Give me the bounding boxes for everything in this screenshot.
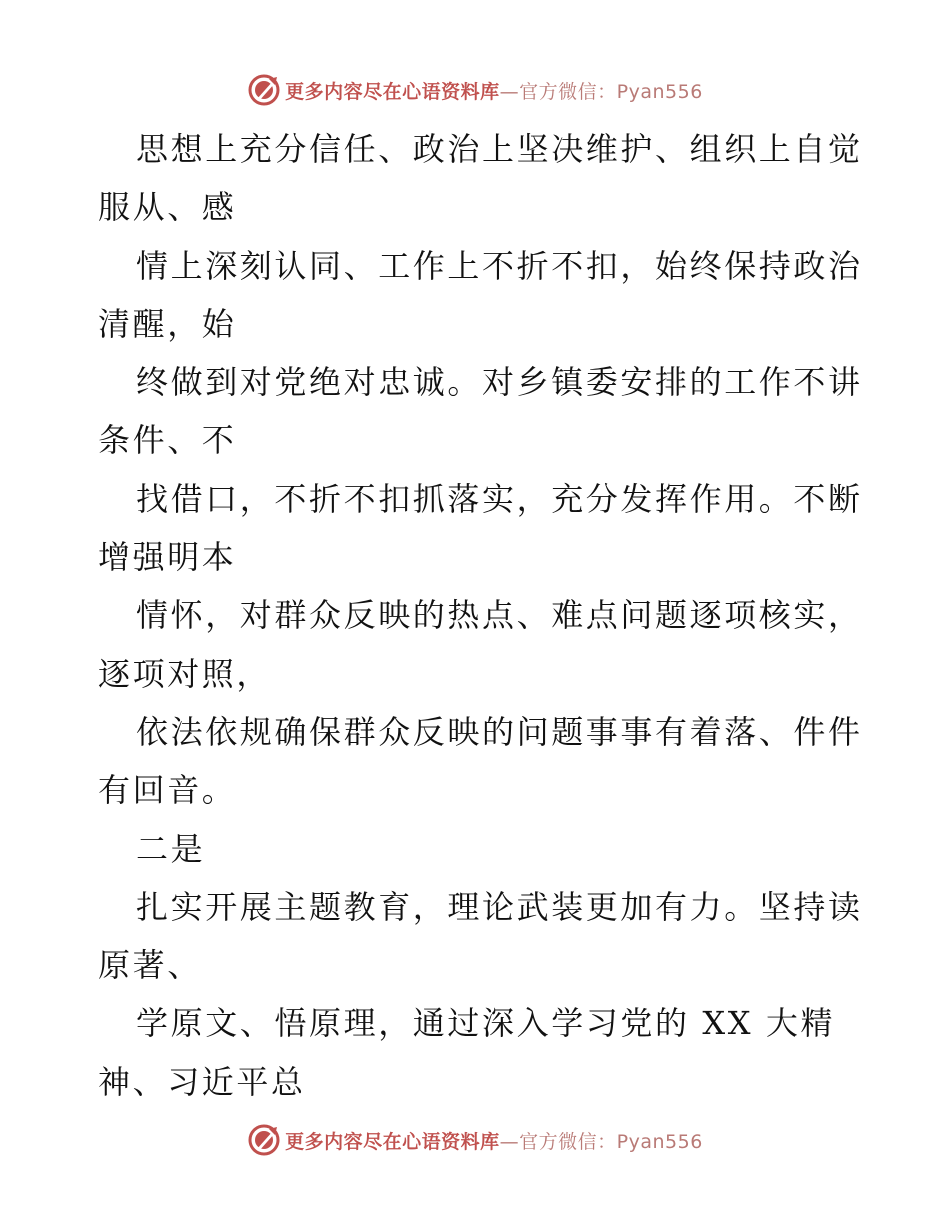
watermark-dash: — <box>499 1130 520 1153</box>
paragraph-line: 神、习近平总 <box>98 1062 306 1101</box>
paragraph-line: 情上深刻认同、工作上不折不扣，始终保持政治 <box>136 246 863 285</box>
watermark-main: 更多内容尽在心语资料库 <box>285 1130 500 1153</box>
watermark-dash: — <box>499 80 520 103</box>
document-body <box>98 120 863 1111</box>
paragraph-line: 二是 <box>136 829 206 868</box>
watermark-main: 更多内容尽在心语资料库 <box>285 80 500 103</box>
header-watermark <box>0 70 950 110</box>
quill-seal-logo-icon <box>247 1123 281 1157</box>
paragraph-line: 增强明本 <box>98 538 237 577</box>
paragraph-line: 终做到对党绝对忠诚。对乡镇委安排的工作不讲 <box>136 363 863 402</box>
paragraph-line: 依法依规确保群众反映的问题事事有着落、件件 <box>136 712 863 751</box>
paragraph-line: 有回音。 <box>98 771 237 810</box>
paragraph-line: 思想上充分信任、政治上坚决维护、组织上自觉 <box>136 130 863 168</box>
paragraph-line: 找借口，不折不扣抓落实，充分发挥作用。不断 <box>136 479 863 518</box>
paragraph-line: 清醒，始 <box>98 304 237 343</box>
watermark-text <box>285 1127 703 1154</box>
paragraph-line: 学原文、悟原理，通过深入学习党的 XX 大精 <box>136 1004 836 1043</box>
paragraph-line: 扎实开展主题教育，理论武装更加有力。坚持读 <box>136 887 863 926</box>
paragraph-line: 服从、感 <box>98 188 237 227</box>
watermark-contact: 官方微信：Pyan556 <box>519 80 703 103</box>
paragraph-line: 情怀，对群众反映的热点、难点问题逐项核实， <box>136 596 863 635</box>
watermark-contact: 官方微信：Pyan556 <box>519 1130 703 1153</box>
paragraph-line: 逐项对照， <box>98 654 272 693</box>
paragraph-line: 原著、 <box>98 946 202 985</box>
watermark-text <box>285 77 703 104</box>
paragraph-line: 条件、不 <box>98 421 237 460</box>
footer-watermark <box>0 1120 950 1160</box>
quill-seal-logo-icon <box>247 73 281 107</box>
